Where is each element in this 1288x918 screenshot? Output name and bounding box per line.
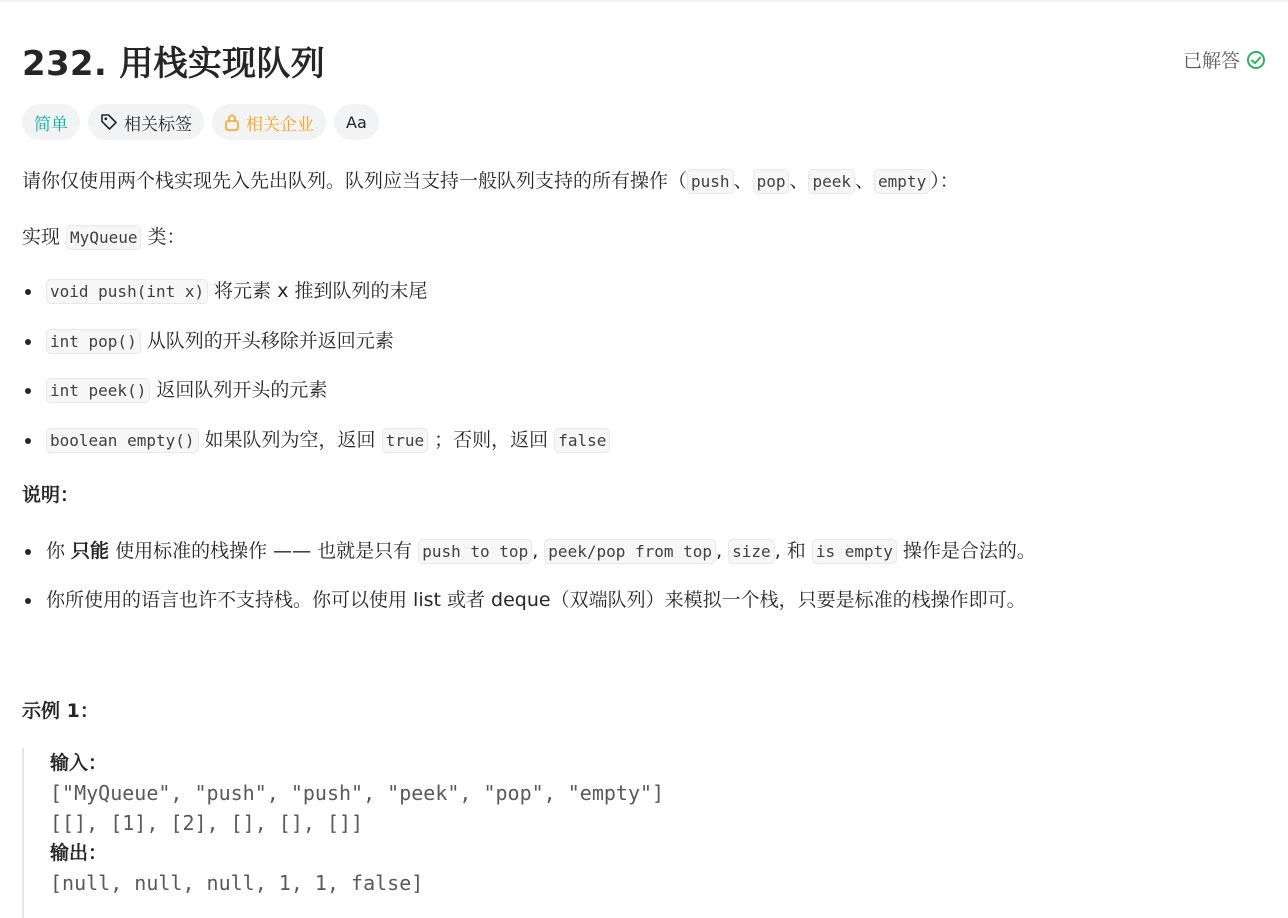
intro-paragraph	[22, 166, 959, 197]
separator: , 和	[774, 540, 812, 562]
translate-toggle[interactable]	[334, 104, 379, 140]
note-text: 你	[46, 540, 72, 562]
note-text: 你所使用的语言也许不支持栈。你可以使用 list 或者 deque（双端队列）来模拟一个栈，只要是标准的栈操作即可。	[46, 589, 1026, 611]
list-item	[22, 375, 1266, 425]
list-item	[22, 536, 1266, 585]
output-label: 输出：	[50, 842, 108, 864]
separator: 、	[789, 170, 809, 192]
related-companies-tag[interactable]	[212, 104, 326, 140]
difficulty-label: 简单	[34, 114, 68, 135]
code-push-to-top: push to top	[418, 539, 532, 564]
solved-status-label: 已解答	[1182, 50, 1240, 72]
code-size: size	[728, 539, 775, 564]
problem-header	[22, 36, 1266, 82]
example-block	[22, 748, 1122, 918]
code-method: boolean empty()	[46, 428, 199, 453]
list-item	[22, 326, 1266, 376]
check-circle-icon	[1246, 50, 1266, 70]
method-desc: 如果队列为空，返回	[198, 428, 382, 451]
output-line: [null, null, null, 1, 1, false]	[50, 871, 424, 895]
lock-icon	[224, 113, 240, 131]
example-title: 示例 1：	[22, 700, 99, 722]
code-push: push	[687, 169, 734, 194]
input-line: [[], [1], [2], [], [], []]	[50, 811, 364, 835]
code-peek-pop-from-top: peek/pop from top	[544, 539, 716, 564]
top-divider	[0, 0, 1288, 2]
separator: ,	[532, 540, 545, 562]
code-is-empty: is empty	[812, 539, 897, 564]
solved-status	[1183, 46, 1266, 73]
related-topics-tag[interactable]	[88, 104, 204, 140]
related-companies-label: 相关企业	[246, 114, 314, 135]
code-peek: peek	[808, 169, 855, 194]
tag-bar	[22, 104, 379, 140]
code-myqueue: MyQueue	[66, 225, 141, 250]
list-item	[22, 425, 1266, 475]
method-desc: 返回队列开头的元素	[150, 379, 328, 401]
method-desc: 将元素 x 推到队列的末尾	[208, 280, 428, 302]
code-method: void push(int x)	[46, 279, 208, 304]
input-label: 输入：	[50, 752, 108, 774]
separator: 、	[733, 170, 753, 192]
implement-pre: 实现	[22, 226, 67, 248]
code-false: false	[554, 428, 610, 453]
list-item	[22, 276, 1266, 326]
code-method: int peek()	[46, 378, 150, 403]
method-desc: 从队列的开头移除并返回元素	[140, 329, 394, 352]
implement-paragraph	[22, 222, 186, 253]
translate-icon: Aa	[346, 112, 367, 132]
input-line: ["MyQueue", "push", "push", "peek", "pop", "empty"]	[50, 781, 665, 805]
note-label: 说明：	[22, 484, 80, 506]
tag-icon	[100, 113, 118, 131]
list-item	[22, 585, 1266, 634]
method-list	[22, 276, 1266, 474]
related-topics-label: 相关标签	[124, 114, 192, 135]
separator: 、	[855, 170, 875, 192]
note-emphasis: 只能	[71, 540, 110, 562]
implement-post: 类：	[141, 226, 186, 248]
intro-end: ）：	[930, 170, 959, 192]
separator: ,	[716, 540, 729, 562]
note-text: 操作是合法的。	[896, 540, 1036, 562]
code-empty: empty	[874, 169, 930, 194]
method-desc: ；否则，返回	[428, 428, 555, 451]
difficulty-tag[interactable]	[22, 104, 80, 140]
code-pop: pop	[753, 169, 790, 194]
intro-text: 请你仅使用两个栈实现先入先出队列。队列应当支持一般队列支持的所有操作（	[22, 170, 688, 192]
note-text: 使用标准的栈操作 —— 也就是只有	[109, 540, 419, 562]
problem-title[interactable]: 232. 用栈实现队列	[22, 44, 326, 84]
code-true: true	[382, 428, 429, 453]
note-list	[22, 536, 1266, 634]
code-method: int pop()	[46, 329, 141, 354]
